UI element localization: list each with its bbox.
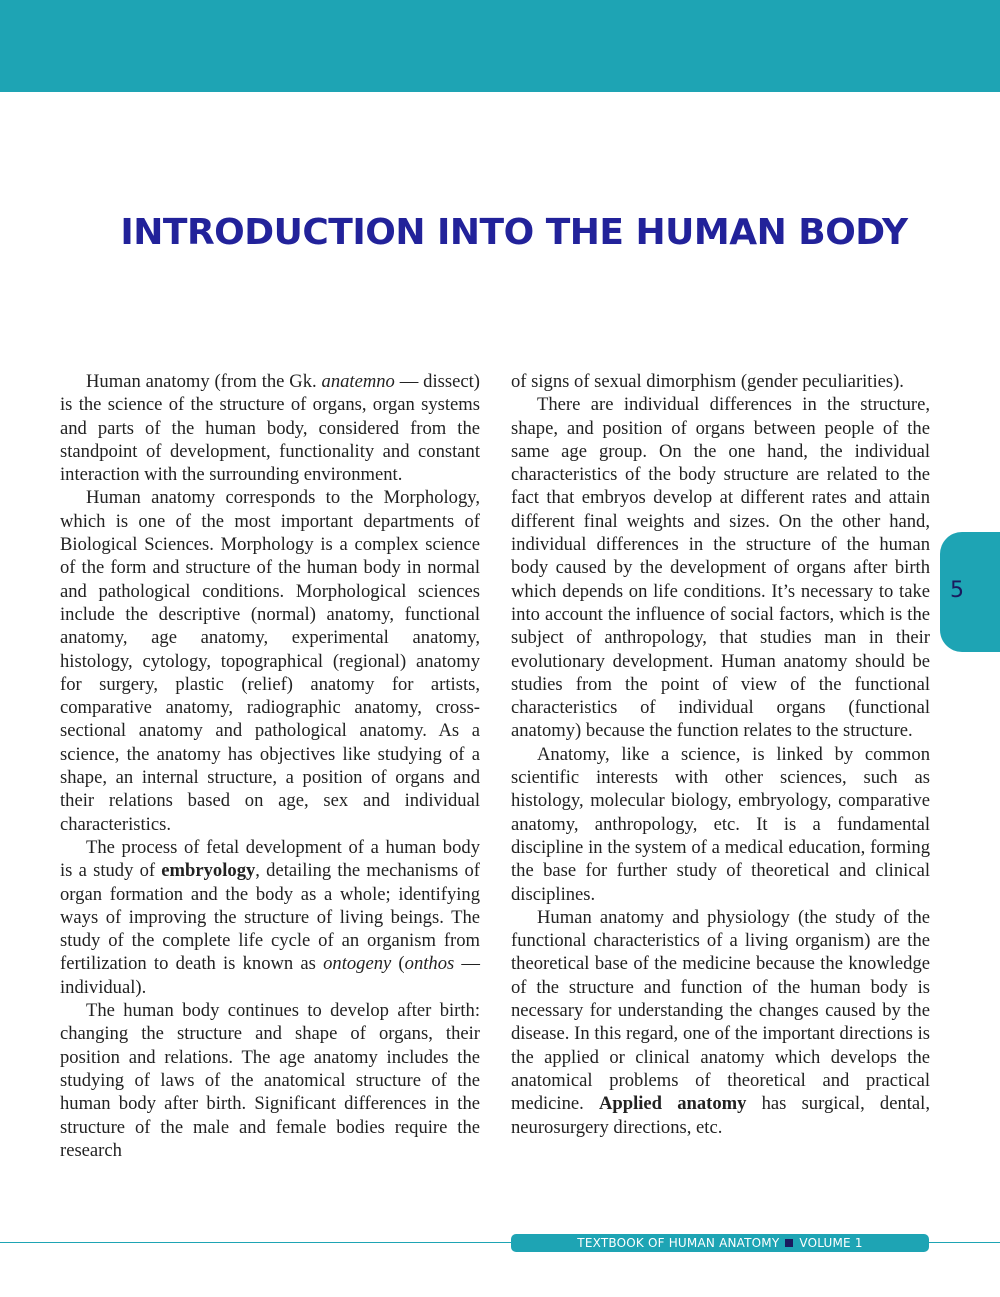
bold-term: embryology	[161, 860, 256, 882]
right-column	[511, 370, 930, 1139]
paragraph	[511, 393, 930, 742]
paragraph	[511, 370, 930, 393]
text-run: The process of fetal development of a human body is a study of	[60, 836, 480, 882]
text-run: of signs of sexual dimorphism (gender peculiarities).	[511, 371, 904, 392]
text-run: Anatomy, like a science, is linked by common scientific interests with other sciences, such as histology, molecular biology, embryology, comparative anatomy, anthropology, etc. It is a fundamental discipline in the system of a medical education, forming the base for further study of theoretical and clinical disciplines.	[511, 743, 930, 905]
text-run: (	[391, 953, 405, 975]
paragraph	[60, 836, 480, 999]
italic-term: anatemno	[321, 371, 395, 392]
page-number: 5	[950, 578, 964, 603]
paragraph	[511, 906, 930, 1139]
text-run: — dissect) is the science of the structure of organs, organ systems and parts of the human body, considered from the standpoint of development, functionality and constant interaction with the surrounding environment.	[60, 371, 480, 486]
text-run: has surgical, dental, neurosurgery directions, etc.	[511, 1093, 930, 1138]
text-run: Human anatomy and physiology (the study of the functional characteristics of a living organism) are the theoretical base of the medicine because the knowledge of the structure and function of the human body is necessary for understanding the changes caused by the disease. In this regard, one of the important directions is the applied or clinical anatomy which develops the anatomical problems of theoretical and practical medicine.	[511, 906, 930, 1115]
footer-book-title: TEXTBOOK OF HUMAN ANATOMY	[577, 1236, 780, 1250]
page-tab	[940, 532, 1000, 652]
page-title: INTRODUCTION INTO THE HUMAN BODY	[120, 212, 908, 253]
text-run: , detailing the mechanisms of organ formation and the body as a whole; identifying ways of improving the structure of living beings. The study of the complete life cycle of an organism from fertilization to death is known as	[60, 860, 480, 975]
text-run: — individual).	[60, 953, 481, 998]
paragraph	[60, 486, 480, 835]
text-run: The human body continues to develop after birth: changing the structure and shape of organs, their position and relations. The age anatomy includes the studying of laws of the anatomical structure of the human body after birth. Significant differences in the structure of the male and female bodies require the research	[60, 1000, 480, 1161]
bold-term: Applied anatomy	[598, 1093, 747, 1115]
paragraph	[60, 370, 480, 486]
header-band	[0, 0, 1000, 92]
paragraph	[511, 743, 930, 906]
text-run: Human anatomy (from the Gk.	[86, 371, 322, 392]
paragraph	[60, 999, 480, 1162]
text-run: Human anatomy corresponds to the Morphology, which is one of the most important departments of Biological Sciences. Morphology is a complex science of the form and structure of the human body in normal and pathological conditions. Morphological sciences include the descriptive (normal) anatomy, functional anatomy, age anatomy, experimental anatomy, histology, cytology, topographical (regional) anatomy for surgery, plastic (relief) anatomy for artists, comparative anatomy, radiographic anatomy, cross-sectional anatomy and pathological anatomy. As a science, the anatomy has objectives like studying of a shape, an internal structure, a position of organs and their relations based on age, sex and individual characteristics.	[60, 487, 480, 835]
footer-volume: VOLUME 1	[799, 1236, 863, 1250]
footer-banner	[511, 1234, 929, 1252]
italic-term: ontogeny	[323, 953, 392, 975]
italic-term: onthos	[404, 953, 455, 975]
left-column	[60, 370, 480, 1162]
footer-square-icon	[785, 1239, 793, 1247]
text-run: There are individual differences in the structure, shape, and position of organs between people of the same age group. On the one hand, the individual characteristics of the body structure are related to the fact that embryos develop at different rates and attain different final weights and sizes. On the other hand, individual differences in the structure of the human body caused by the development of organs after birth which depends on life conditions. It’s necessary to take into account the influence of social factors, which is the subject of anthropology, that studies man in their evolutionary development. Human anatomy should be studies from the point of view of the functional characteristics of individual organs (functional anatomy) because the function relates to the structure.	[511, 394, 930, 742]
